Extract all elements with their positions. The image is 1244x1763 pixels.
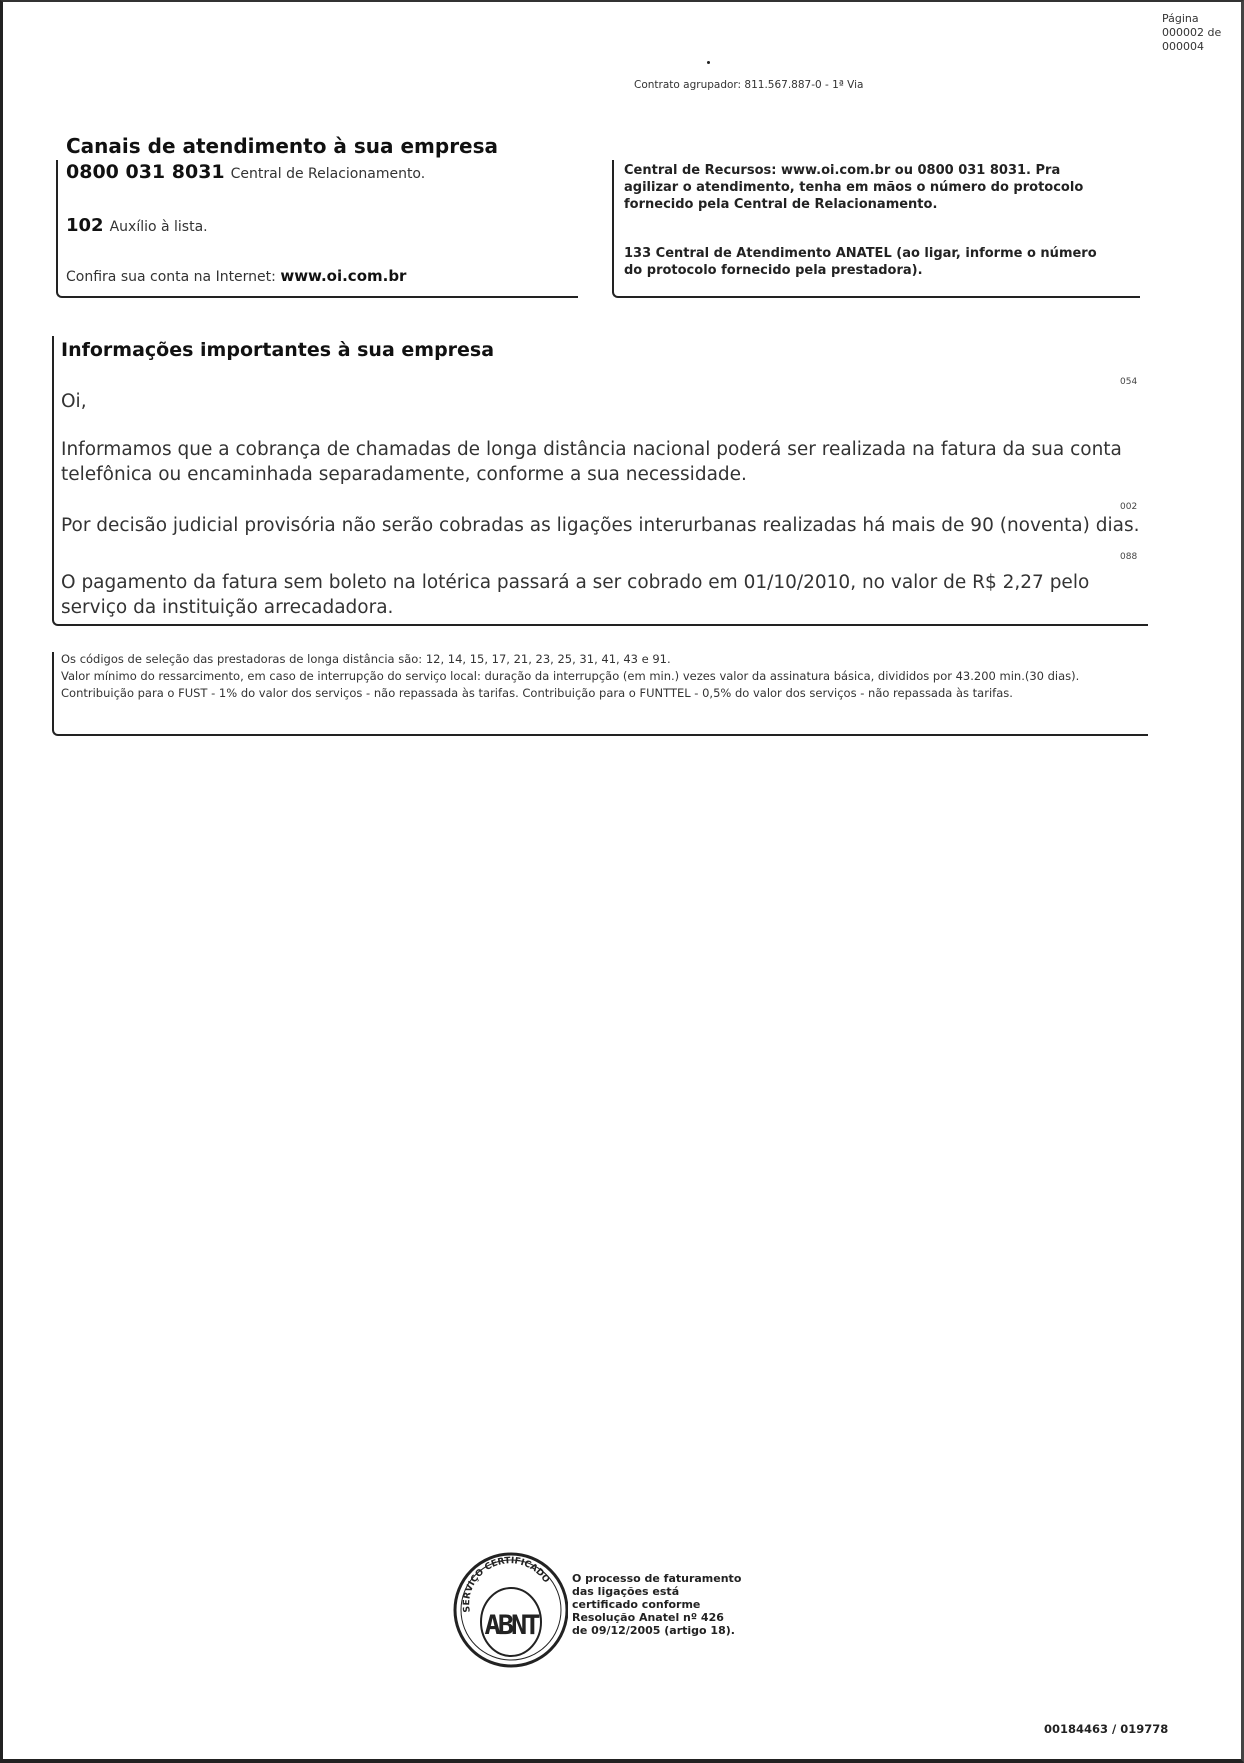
message-paragraph-1: Informamos que a cobrança de chamadas de longa distância nacional poderá ser realizada na fatura da sua conta telefônica ou encaminhada separadamente, conforme a sua necessidade. (61, 439, 1122, 485)
greeting: Oi, (61, 391, 87, 412)
seal-logo-text: ABNT (484, 1610, 538, 1641)
page-total: 000004 (1162, 40, 1204, 53)
list-label: Auxílio à lista. (109, 219, 208, 235)
note-fust-funttel: Contribuição para o FUST - 1% do valor dos serviços - não repassada às tarifas. Contribuição para o FUNTTEL - 0,5% do valor dos serviços - não repassada às tarifas. (61, 686, 1013, 700)
phone-line (66, 161, 425, 183)
page-label: Página (1162, 12, 1199, 25)
contract-number: Contrato agrupador: 811.567.887-0 - 1ª Via (634, 79, 864, 91)
document-code: 00184463 / 019778 (1044, 1722, 1169, 1736)
notes (61, 651, 1151, 702)
anatel-text: 133 Central de Atendimento ANATEL (ao ligar, informe o número do protocolo fornecido pela prestadora). (624, 246, 1097, 278)
resources-text: Central de Recursos: www.oi.com.br ou 0800 031 8031. Pra agilizar o atendimento, tenha em mãos o número do protocolo fornecido pela Central de Relacionamento. (624, 163, 1084, 212)
note-carrier-codes: Os códigos de seleção das prestadoras de longa distância são: 12, 14, 15, 17, 21, 23, 25, 31, 41, 43 e 91. (61, 652, 671, 666)
phone-label: Central de Relacionamento. (230, 166, 426, 182)
page-number (1162, 12, 1221, 54)
internet-label: Confira sua conta na Internet: (66, 269, 276, 285)
internet-line (66, 267, 406, 285)
channels-title: Canais de atendimento à sua empresa (66, 134, 499, 158)
message-code-3: 088 (1120, 552, 1138, 562)
certification-text: O processo de faturamento das ligações está certificado conforme Resolução Anatel nº 426 de 09/12/2005 (artigo 18). (572, 1572, 742, 1637)
list-number: 102 (66, 215, 104, 236)
abnt-seal-icon (448, 1540, 568, 1674)
message-paragraph-2: Por decisão judicial provisória não serão cobradas as ligações interurbanas realizadas há mais de 90 (noventa) dias. (61, 515, 1140, 536)
seal-ring-text: SERVIÇO CERTIFICADO (462, 1556, 552, 1613)
message-paragraph-3: O pagamento da fatura sem boleto na lotérica passará a ser cobrado em 01/10/2010, no valor de R$ 2,27 pelo serviço da instituição arrecadadora. (61, 572, 1090, 618)
internet-link[interactable]: www.oi.com.br (280, 267, 407, 285)
note-refund: Valor mínimo do ressarcimento, em caso de interrupção do serviço local: duração da interrupção (em min.) vezes valor da assinatura básica, divididos por 43.200 min.(30 dias). (61, 669, 1080, 683)
phone-number: 0800 031 8031 (66, 161, 225, 183)
list-line (66, 215, 208, 236)
message-code-2: 002 (1120, 502, 1138, 512)
info-title: Informações importantes à sua empresa (61, 339, 495, 361)
scan-dot (707, 61, 710, 64)
message-code-1: 054 (1120, 377, 1138, 387)
page-current: 000002 de (1162, 26, 1222, 39)
